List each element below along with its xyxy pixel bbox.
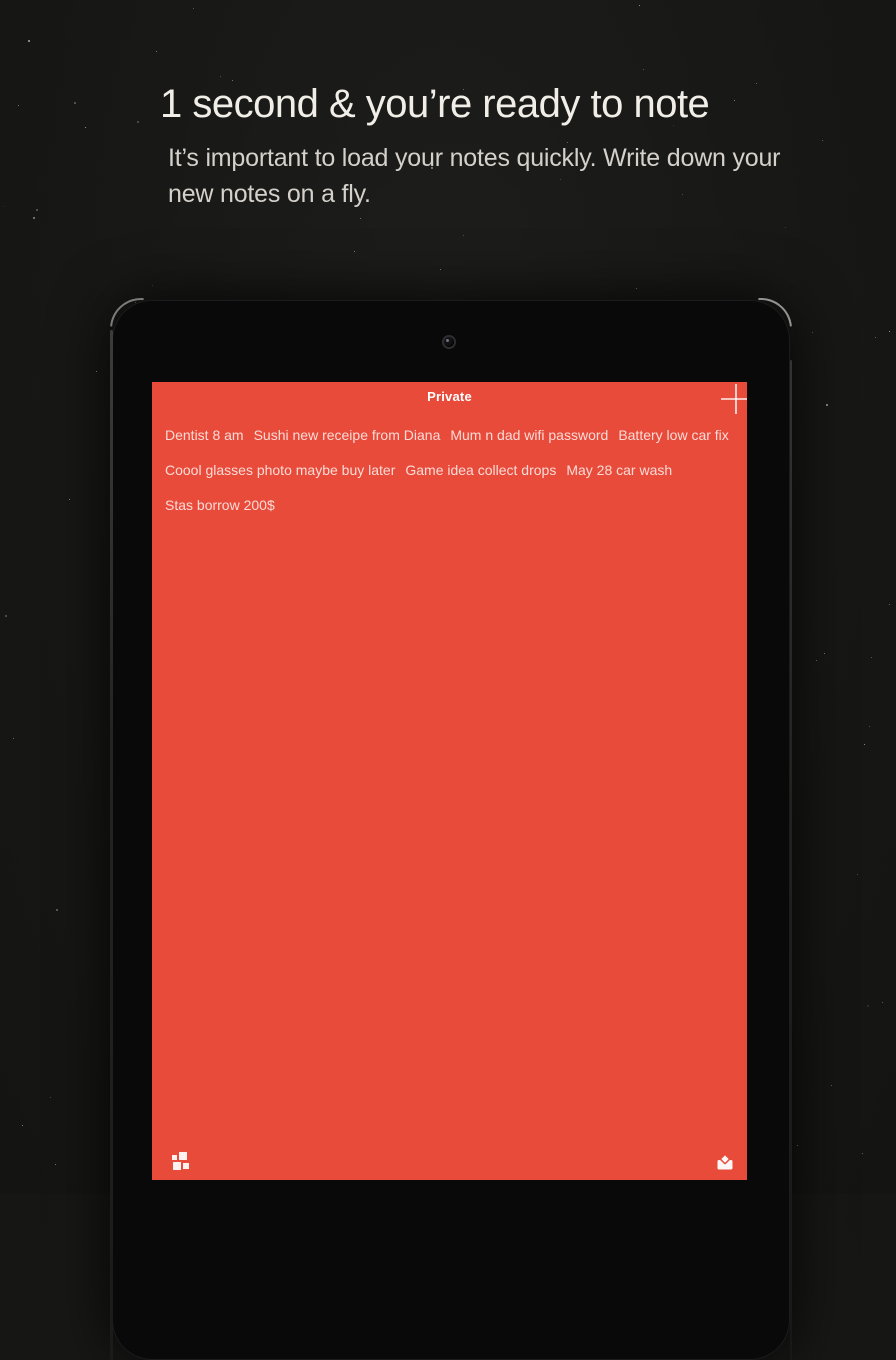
tablet-left-edge bbox=[110, 330, 113, 1360]
export-button[interactable] bbox=[716, 1153, 734, 1171]
tablet-frame bbox=[112, 300, 790, 1360]
note-row bbox=[165, 426, 734, 445]
add-note-button[interactable] bbox=[720, 383, 747, 415]
page-subtitle: It’s important to load your notes quickly. Write down your new notes on a fly. bbox=[168, 144, 781, 208]
grid-view-icon bbox=[171, 1152, 190, 1171]
page-title: 1 second & you’re ready to note bbox=[160, 82, 710, 126]
notes-list bbox=[165, 426, 734, 515]
note-item[interactable]: Battery low car fix bbox=[618, 427, 729, 443]
note-item[interactable]: Game idea collect drops bbox=[405, 462, 557, 478]
hero-section bbox=[160, 82, 808, 212]
grid-view-button[interactable] bbox=[171, 1152, 190, 1171]
tablet-right-edge bbox=[790, 360, 792, 1360]
notes-app-screen bbox=[152, 382, 747, 1180]
plus-icon bbox=[720, 403, 747, 418]
note-item[interactable]: May 28 car wash bbox=[566, 462, 673, 478]
note-item[interactable]: Stas borrow 200$ bbox=[165, 497, 275, 513]
note-row bbox=[165, 461, 734, 480]
note-item[interactable]: Mum n dad wifi password bbox=[450, 427, 609, 443]
note-item[interactable]: Coool glasses photo maybe buy later bbox=[165, 462, 396, 478]
note-item[interactable]: Dentist 8 am bbox=[165, 427, 244, 443]
note-row bbox=[165, 496, 734, 515]
export-icon bbox=[716, 1159, 734, 1174]
note-item[interactable]: Sushi new receipe from Diana bbox=[253, 427, 441, 443]
notebook-title: Private bbox=[427, 389, 472, 404]
front-camera bbox=[444, 337, 454, 347]
